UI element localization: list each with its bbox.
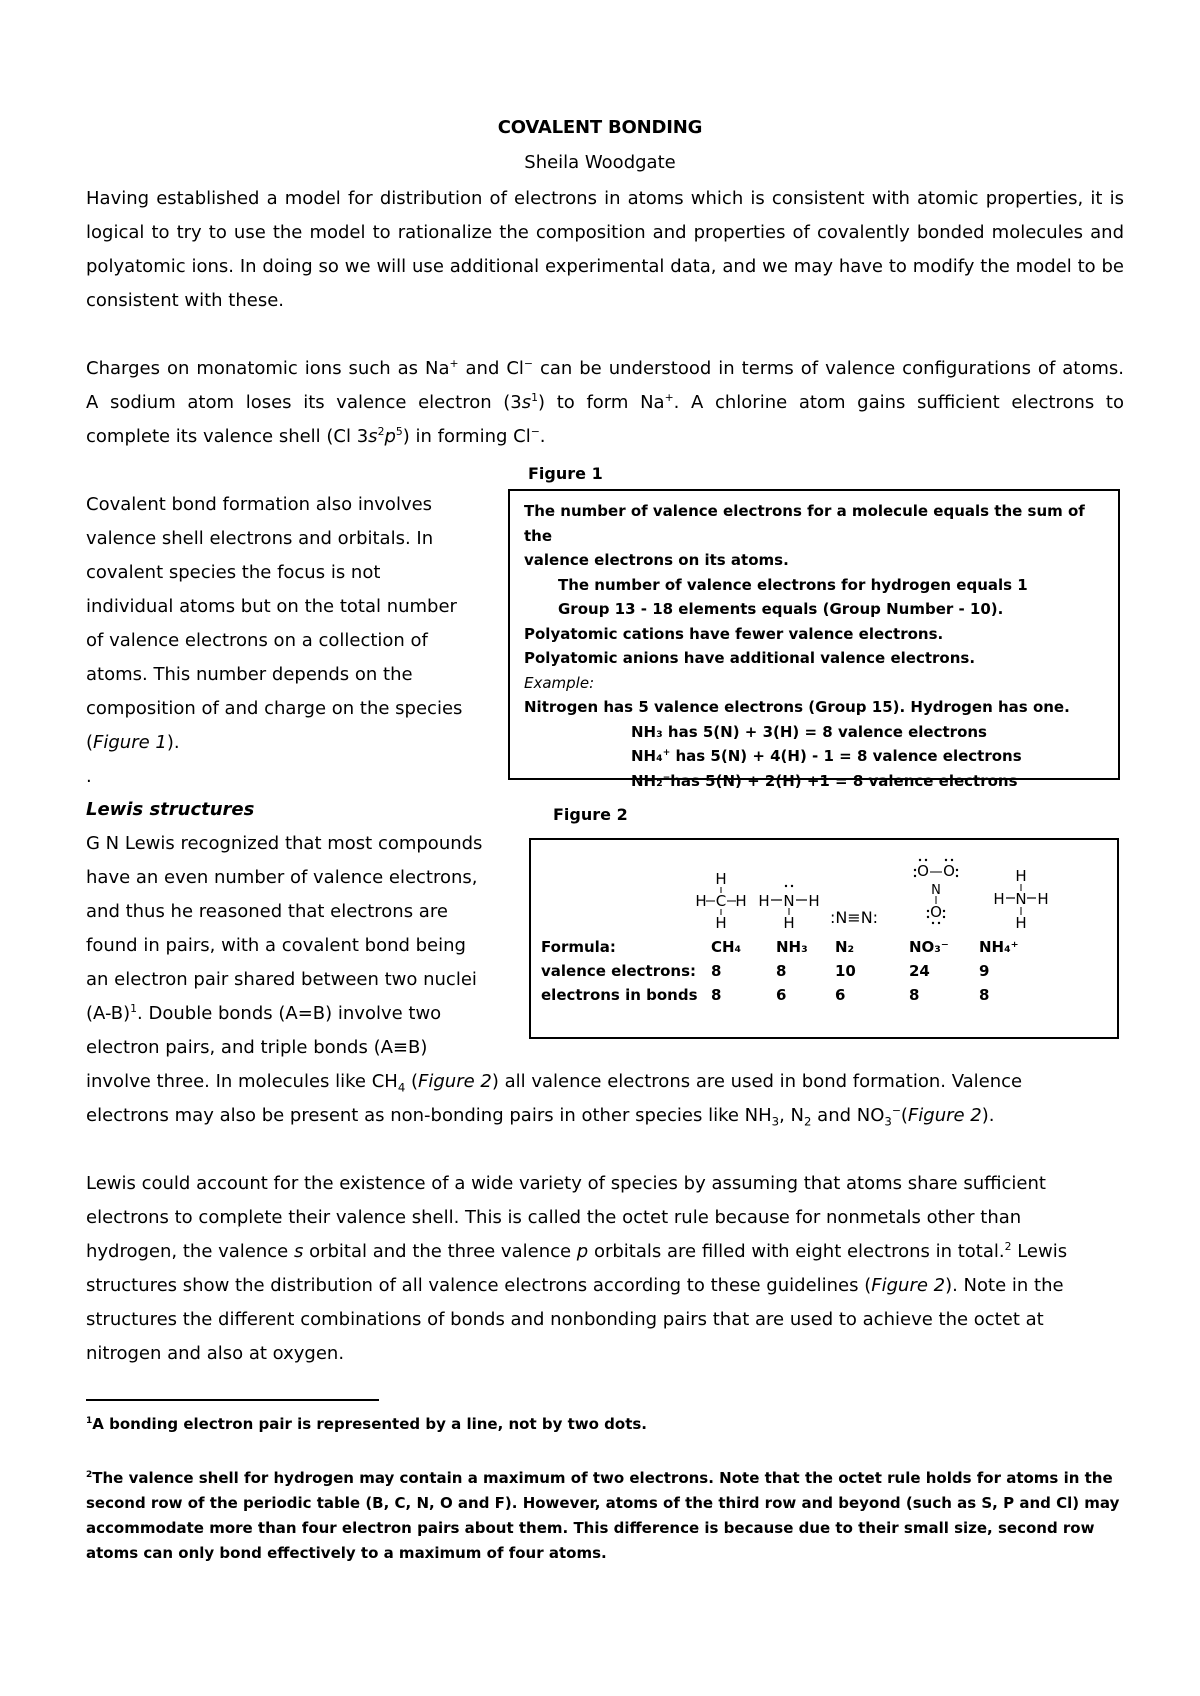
bonds-cell: 8 xyxy=(909,986,920,1004)
lewis-structures-diagram xyxy=(531,840,1117,1037)
octet-line: structures show the distribution of all valence electrons according to these guidelines (Figure 2). Note in the xyxy=(86,1275,1064,1296)
valence-cell: 9 xyxy=(979,962,990,980)
fig1-calc: NH₂−has 5(N) + 2(H) +1 = 8 valence electrons xyxy=(631,771,1018,790)
atom-label: N xyxy=(1015,890,1027,908)
octet-line: structures the different combinations of bonds and nonbonding pairs that are used to achieve the octet at xyxy=(86,1309,1044,1330)
formula-cell: NH₄⁺ xyxy=(979,938,1019,956)
atom-label: O xyxy=(943,862,955,880)
fig1-line: valence electrons on its atoms. xyxy=(524,551,789,569)
atom-label: H xyxy=(993,890,1005,908)
covalent-formation-column xyxy=(86,488,496,760)
formula-cell: N₂ xyxy=(835,938,855,956)
continuation-line-2: electrons may also be present as non-bonding pairs in other species like $NH_3$, $N_2$ and $NO_3^-(Figure$ 2). xyxy=(86,1104,995,1129)
atom-label: O xyxy=(917,862,929,880)
atom-label: H xyxy=(758,892,770,910)
valence-cell: 10 xyxy=(835,962,856,980)
figure-1-label: Figure 1 xyxy=(528,464,603,483)
covalent-line: valence shell electrons and orbitals. In xyxy=(86,528,434,549)
no3-structure xyxy=(914,859,958,924)
nh4-structure xyxy=(993,867,1048,932)
bonds-cell: 8 xyxy=(979,986,990,1004)
atom-label: H xyxy=(1037,890,1049,908)
bonds-cell: 8 xyxy=(711,986,722,1004)
fig1-line: The number of valence electrons for hydrogen equals 1 xyxy=(558,575,1028,594)
ch4-structure xyxy=(695,870,746,932)
footnote-separator xyxy=(86,1399,379,1401)
atom-label: H xyxy=(695,892,707,910)
fig1-example-label: Example: xyxy=(524,673,595,692)
valence-cell: 8 xyxy=(776,962,787,980)
octet-line: nitrogen and also at oxygen. xyxy=(86,1343,345,1364)
stray-period: . xyxy=(86,766,92,787)
atom-label: H xyxy=(735,892,747,910)
charges-line-3: complete its valence shell (Cl $3s^2p^5$) in forming Cl−. xyxy=(86,425,546,447)
charges-line-1: Charges on monatomic ions such as Na+ and Cl− can be understood in terms of valence configurations of atoms. xyxy=(86,357,1124,379)
author-name: Sheila Woodgate xyxy=(524,152,676,173)
atom-label: N xyxy=(783,892,795,910)
lewis-line: an electron pair shared between two nuclei xyxy=(86,969,477,990)
covalent-line: covalent species the focus is not xyxy=(86,562,381,583)
lewis-heading: Lewis structures xyxy=(86,799,255,820)
covalent-line: composition of and charge on the species xyxy=(86,698,463,719)
charges-paragraph xyxy=(86,352,1124,454)
octet-paragraph xyxy=(86,1167,1124,1371)
formula-cell: NH₃ xyxy=(776,938,808,956)
lewis-line: $(A-B)^1$. Double bonds (A=B) involve two xyxy=(86,1002,442,1024)
atom-label: H xyxy=(783,914,795,932)
atom-label: O xyxy=(930,903,942,921)
atom-label: H xyxy=(1015,914,1027,932)
atom-label: H xyxy=(808,892,820,910)
atom-label: H xyxy=(715,914,727,932)
valence-cell: 8 xyxy=(711,962,722,980)
figure-1-box xyxy=(508,489,1120,790)
fig1-line: Polyatomic cations have fewer valence electrons. xyxy=(524,624,944,643)
charges-line-2: A sodium atom loses its valence electron $(3s^1)$ to form Na+. A chlorine atom gains sufficient electrons to xyxy=(86,391,1124,413)
octet-line: Lewis could account for the existence of a wide variety of species by assuming that atoms share sufficient xyxy=(86,1173,1046,1194)
row-label-bonds: electrons in bonds xyxy=(541,986,698,1004)
nh3-structure xyxy=(758,885,819,932)
covalent-line-last: (Figure 1). xyxy=(86,732,180,753)
covalent-line: Covalent bond formation also involves xyxy=(86,494,433,515)
continuation-line-1: involve three. In molecules like $CH_4$ (Figure 2) all valence electrons are used in bond formation. Valence xyxy=(86,1071,1023,1095)
valence-cell: 24 xyxy=(909,962,930,980)
n2-structure: :N≡N: xyxy=(829,908,879,927)
row-label-valence: valence electrons: xyxy=(541,962,697,980)
lewis-line: G N Lewis recognized that most compounds xyxy=(86,833,483,854)
fig1-line: Group 13 - 18 elements equals (Group Number - 10). xyxy=(558,600,1004,618)
row-label-formula: Formula: xyxy=(541,938,616,956)
octet-line: electrons to complete their valence shell. This is called the octet rule because for nonmetals other than xyxy=(86,1207,1022,1228)
atom-label: N xyxy=(931,883,941,898)
fig1-calc: NH₃ has 5(N) + 3(H) = 8 valence electrons xyxy=(631,722,987,741)
atom-label: H xyxy=(715,870,727,888)
footnote-1: $^1$A bonding electron pair is represented by a line, not by two dots. xyxy=(86,1415,648,1433)
formula-cell: NO₃⁻ xyxy=(909,938,949,956)
lewis-column xyxy=(86,793,526,1065)
intro-paragraph: Having established a model for distribution of electrons in atoms which is consistent with atomic properties, it is logical to try to use the model to rationalize the composition and properties of covalently bonded molecules and polyatomic ions. In doing so we will use additional experimental data, and we may have to modify the model to be consistent with these. xyxy=(86,188,1124,311)
covalent-line: individual atoms but on the total number xyxy=(86,596,457,617)
fig1-line: Nitrogen has 5 valence electrons (Group 15). Hydrogen has one. xyxy=(524,698,1070,716)
atom-label: H xyxy=(1015,867,1027,885)
fig1-calc: NH₄+ has 5(N) + 4(H) - 1 = 8 valence electrons xyxy=(631,747,1022,765)
footnote-2: $^2$The valence shell for hydrogen may contain a maximum of two electrons. Note that the octet rule holds for atoms in the second row of the periodic table (B, C, N, O and F). However, atoms of the third row and beyond (such as S, P and Cl) may accommodate more than four electron pairs about them. This difference is because due to their small size, second row atoms can only bond effectively to a maximum of four atoms. xyxy=(86,1469,1120,1562)
formula-cell: CH₄ xyxy=(711,938,742,956)
fig1-line: Polyatomic anions have additional valence electrons. xyxy=(524,649,976,667)
atom-label: C xyxy=(715,892,727,910)
page-title: COVALENT BONDING xyxy=(497,117,703,138)
fig1-line: The number of valence electrons for a molecule equals the sum of the xyxy=(524,502,1085,545)
covalent-line: of valence electrons on a collection of xyxy=(86,630,428,651)
lewis-line: have an even number of valence electrons, xyxy=(86,867,478,888)
figure-2-box xyxy=(529,838,1119,1039)
bonds-cell: 6 xyxy=(835,986,846,1004)
octet-line: hydrogen, the valence s orbital and the three valence p orbitals are filled with eight electrons in total.$^2$ Lewis xyxy=(86,1240,1068,1262)
lewis-line: and thus he reasoned that electrons are xyxy=(86,901,448,922)
figure-2-label: Figure 2 xyxy=(553,805,628,824)
bonds-cell: 6 xyxy=(776,986,787,1004)
lewis-line: found in pairs, with a covalent bond being xyxy=(86,935,466,956)
lewis-line: electron pairs, and triple bonds (A≡B) xyxy=(86,1037,428,1058)
lewis-continuation xyxy=(86,1065,1124,1133)
covalent-line: atoms. This number depends on the xyxy=(86,664,413,685)
